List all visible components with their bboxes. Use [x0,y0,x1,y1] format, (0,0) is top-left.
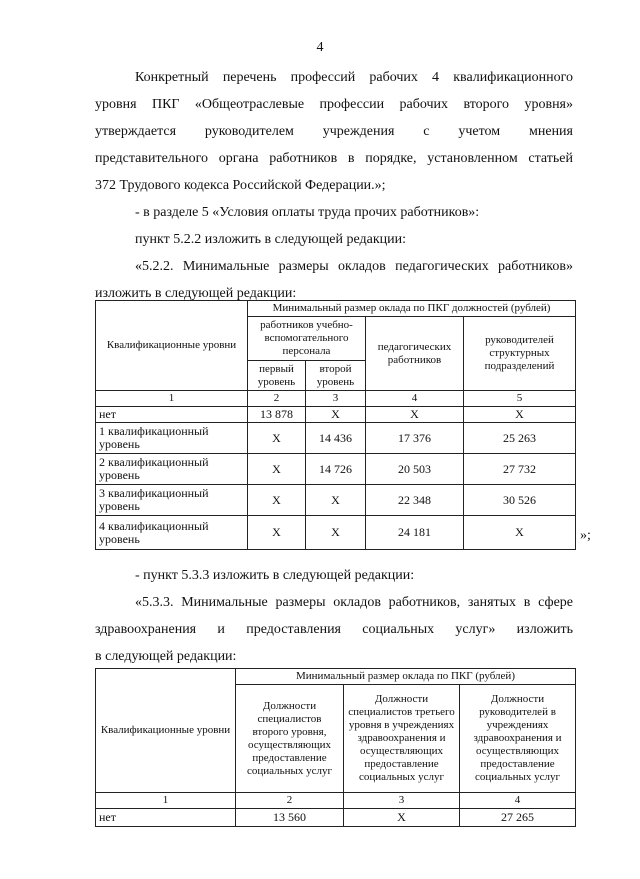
col-header-aux-staff: работников учебно-вспомогательного персонала [248,317,366,361]
value-cell: 22 348 [366,485,464,516]
value-cell: Х [248,516,306,550]
closing-quote-mark: »; [580,528,591,543]
level-cell: 3 квалификационный уровень [96,485,248,516]
value-cell: 14 436 [306,423,366,454]
value-cell: Х [366,407,464,423]
value-cell: Х [344,809,460,827]
value-cell: Х [306,407,366,423]
value-cell: Х [464,516,576,550]
value-cell: 13 560 [236,809,344,827]
table-row [96,454,576,485]
col-header-main: Минимальный размер оклада по ПКГ должностей (рублей) [248,301,576,317]
text-line: уровня ПКГ «Общеотраслевые профессии рабочих второго уровня» [95,97,573,112]
value-cell: Х [248,485,306,516]
col-header-specialists-2: Должности специалистов второго уровня, осуществляющих предоставление социальных услуг [236,685,344,793]
paragraph-item-5-2-2 [95,226,573,253]
column-number: 3 [344,793,460,809]
col-header-pedagogical: педагогических работников [366,317,464,391]
text-line: - в разделе 5 «Условия оплаты труда прочих работников»: [135,205,480,220]
text-line: в следующей редакции: [95,649,237,664]
value-cell: 20 503 [366,454,464,485]
col-header-heads: Должности руководителей в учреждениях здравоохранения и осуществляющих предоставление социальных услуг [460,685,576,793]
column-number: 4 [460,793,576,809]
column-number: 3 [306,391,366,407]
column-number: 2 [248,391,306,407]
column-number: 1 [96,391,248,407]
column-number: 2 [236,793,344,809]
level-cell: нет [96,809,236,827]
value-cell: Х [248,454,306,485]
table-row [96,485,576,516]
col-header-first-level: первый уровень [248,361,306,391]
text-line: 372 Трудового кодекса Российской Федерации.»; [95,178,386,193]
paragraph-pkg-4-level [95,64,573,199]
table-healthcare-salaries [95,668,576,827]
text-line: здравоохранения и предоставления социальных услуг» изложить [95,622,573,637]
col-header-level: Квалификационные уровни [96,669,236,793]
text-line: «5.3.3. Минимальные размеры окладов работников, занятых в сфере [135,595,573,610]
value-cell: 17 376 [366,423,464,454]
paragraph-item-5-3-3 [95,562,573,589]
table-row [96,516,576,550]
level-cell: 4 квалификационный уровень [96,516,248,550]
value-cell: 24 181 [366,516,464,550]
table-row [96,407,576,423]
value-cell: Х [248,423,306,454]
value-cell: Х [306,485,366,516]
level-cell: 1 квалификационный уровень [96,423,248,454]
column-number: 1 [96,793,236,809]
text-line: - пункт 5.3.3 изложить в следующей редакции: [135,568,415,583]
text-line: изложить в следующей редакции: [95,286,297,301]
text-line: представительного органа работников в порядке, установленном статьей [95,151,573,166]
value-cell: 27 265 [460,809,576,827]
col-header-specialists-3: Должности специалистов третьего уровня в учреждениях здравоохранения и осуществляющих предоставление социальных услуг [344,685,460,793]
col-header-second-level: второй уровень [306,361,366,391]
text-line: «5.2.2. Минимальные размеры окладов педагогических работников» [135,259,573,274]
value-cell: 25 263 [464,423,576,454]
page-number: 4 [316,40,324,55]
value-cell: Х [464,407,576,423]
column-number: 5 [464,391,576,407]
paragraph-section-5 [95,199,573,226]
level-cell: нет [96,407,248,423]
col-header-level: Квалификационные уровни [96,301,248,391]
paragraph-5-2-2-title [95,253,573,307]
value-cell: Х [306,516,366,550]
column-number: 4 [366,391,464,407]
text-line: Конкретный перечень профессий рабочих 4 квалификационного [135,70,573,85]
level-cell: 2 квалификационный уровень [96,454,248,485]
value-cell: 13 878 [248,407,306,423]
table-row [96,809,576,827]
table-pedagogical-salaries [95,300,576,550]
col-header-heads: руководителей структурных подразделений [464,317,576,391]
text-line: пункт 5.2.2 изложить в следующей редакции: [135,232,406,247]
value-cell: 30 526 [464,485,576,516]
value-cell: 27 732 [464,454,576,485]
value-cell: 14 726 [306,454,366,485]
col-header-main: Минимальный размер оклада по ПКГ (рублей) [236,669,576,685]
text-line: утверждается руководителем учреждения с учетом мнения [95,124,573,139]
table-row [96,423,576,454]
paragraph-5-3-3-title [95,589,573,670]
